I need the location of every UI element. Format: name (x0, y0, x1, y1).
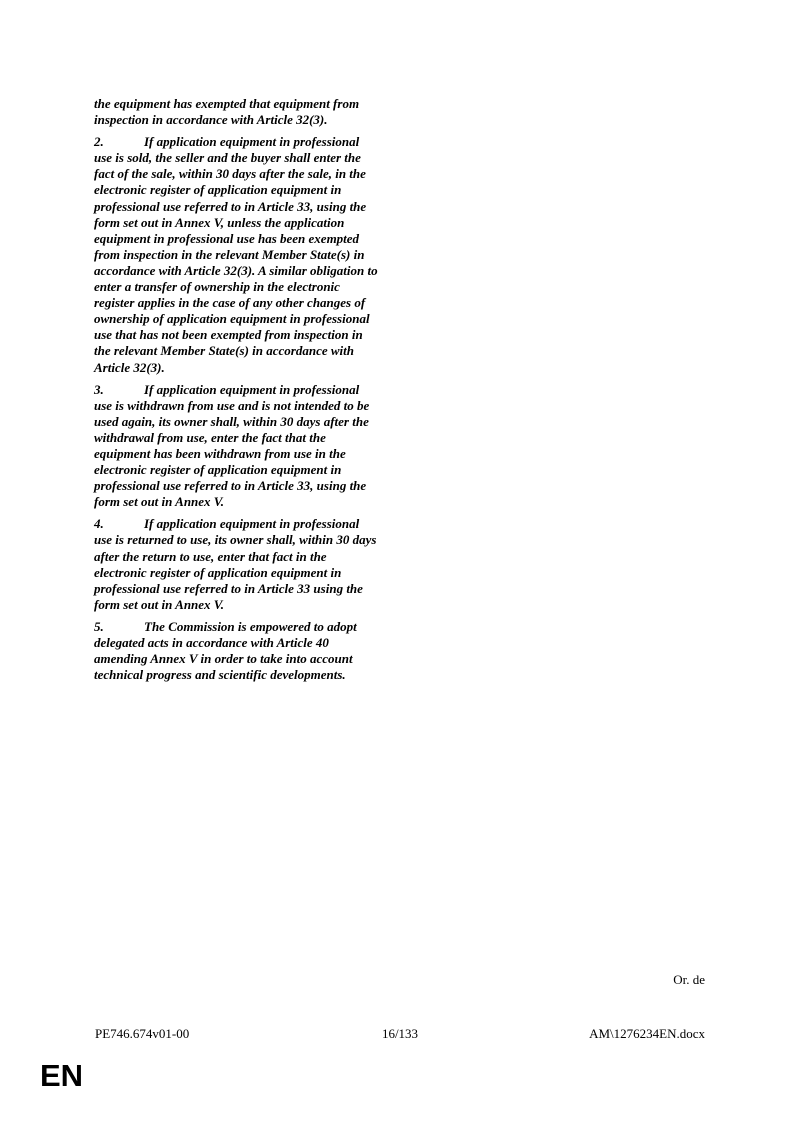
paragraph-number: 4. (94, 516, 104, 532)
paragraph-text: The Commission is empowered to adopt delegated acts in accordance with Article 40 amending Annex V in order to take into account technical progress and scientific developments. (94, 618, 357, 683)
origin-language-note: Or. de (673, 972, 705, 987)
page-number: 16/133 (381, 1026, 419, 1041)
paragraph-number: 3. (94, 381, 104, 397)
paragraph-number: 2. (94, 134, 104, 150)
paragraph-4 (94, 516, 378, 613)
paragraph-5 (94, 619, 378, 683)
document-reference: PE746.674v01-00 (95, 1026, 190, 1041)
paragraph-text: If application equipment in professional use is sold, the seller and the buyer shall enter the fact of the sale, within 30 days after the sale, in the electronic register of application equipment in professional use referred to in Article 33, using the form set out in Annex V, unless the application equipment in professional use has been exempted from inspection in the relevant Member State(s) in accordance with Article 32(3). A similar obligation to enter a transfer of ownership in the electronic register applies in the case of any other changes of ownership of application equipment in professional use that has not been exempted from inspection in the relevant Member State(s) in accordance with Article 32(3). (94, 134, 378, 375)
paragraph-2 (94, 134, 378, 375)
paragraph-text: If application equipment in professional use is returned to use, its owner shall, within 30 days after the return to use, enter that fact in the electronic register of application equipment in professional use referred to in Article 33 using the form set out in Annex V. (94, 516, 377, 612)
continuation-text: the equipment has exempted that equipment from inspection in accordance with Article 32(3). (94, 96, 360, 128)
page-footer (95, 1026, 705, 1042)
language-tag: EN (40, 1058, 84, 1093)
paragraph-3 (94, 382, 378, 511)
continuation-paragraph (94, 96, 378, 128)
amendment-text-column (94, 96, 378, 689)
document-filename: AM\1276234EN.docx (589, 1026, 705, 1041)
paragraph-text: If application equipment in professional use is withdrawn from use and is not intended to be used again, its owner shall, within 30 days after the withdrawal from use, enter the fact that the equipment has been withdrawn from use in the electronic register of application equipment in professional use referred to in Article 33, using the form set out in Annex V. (94, 381, 370, 510)
paragraph-number: 5. (94, 618, 104, 634)
